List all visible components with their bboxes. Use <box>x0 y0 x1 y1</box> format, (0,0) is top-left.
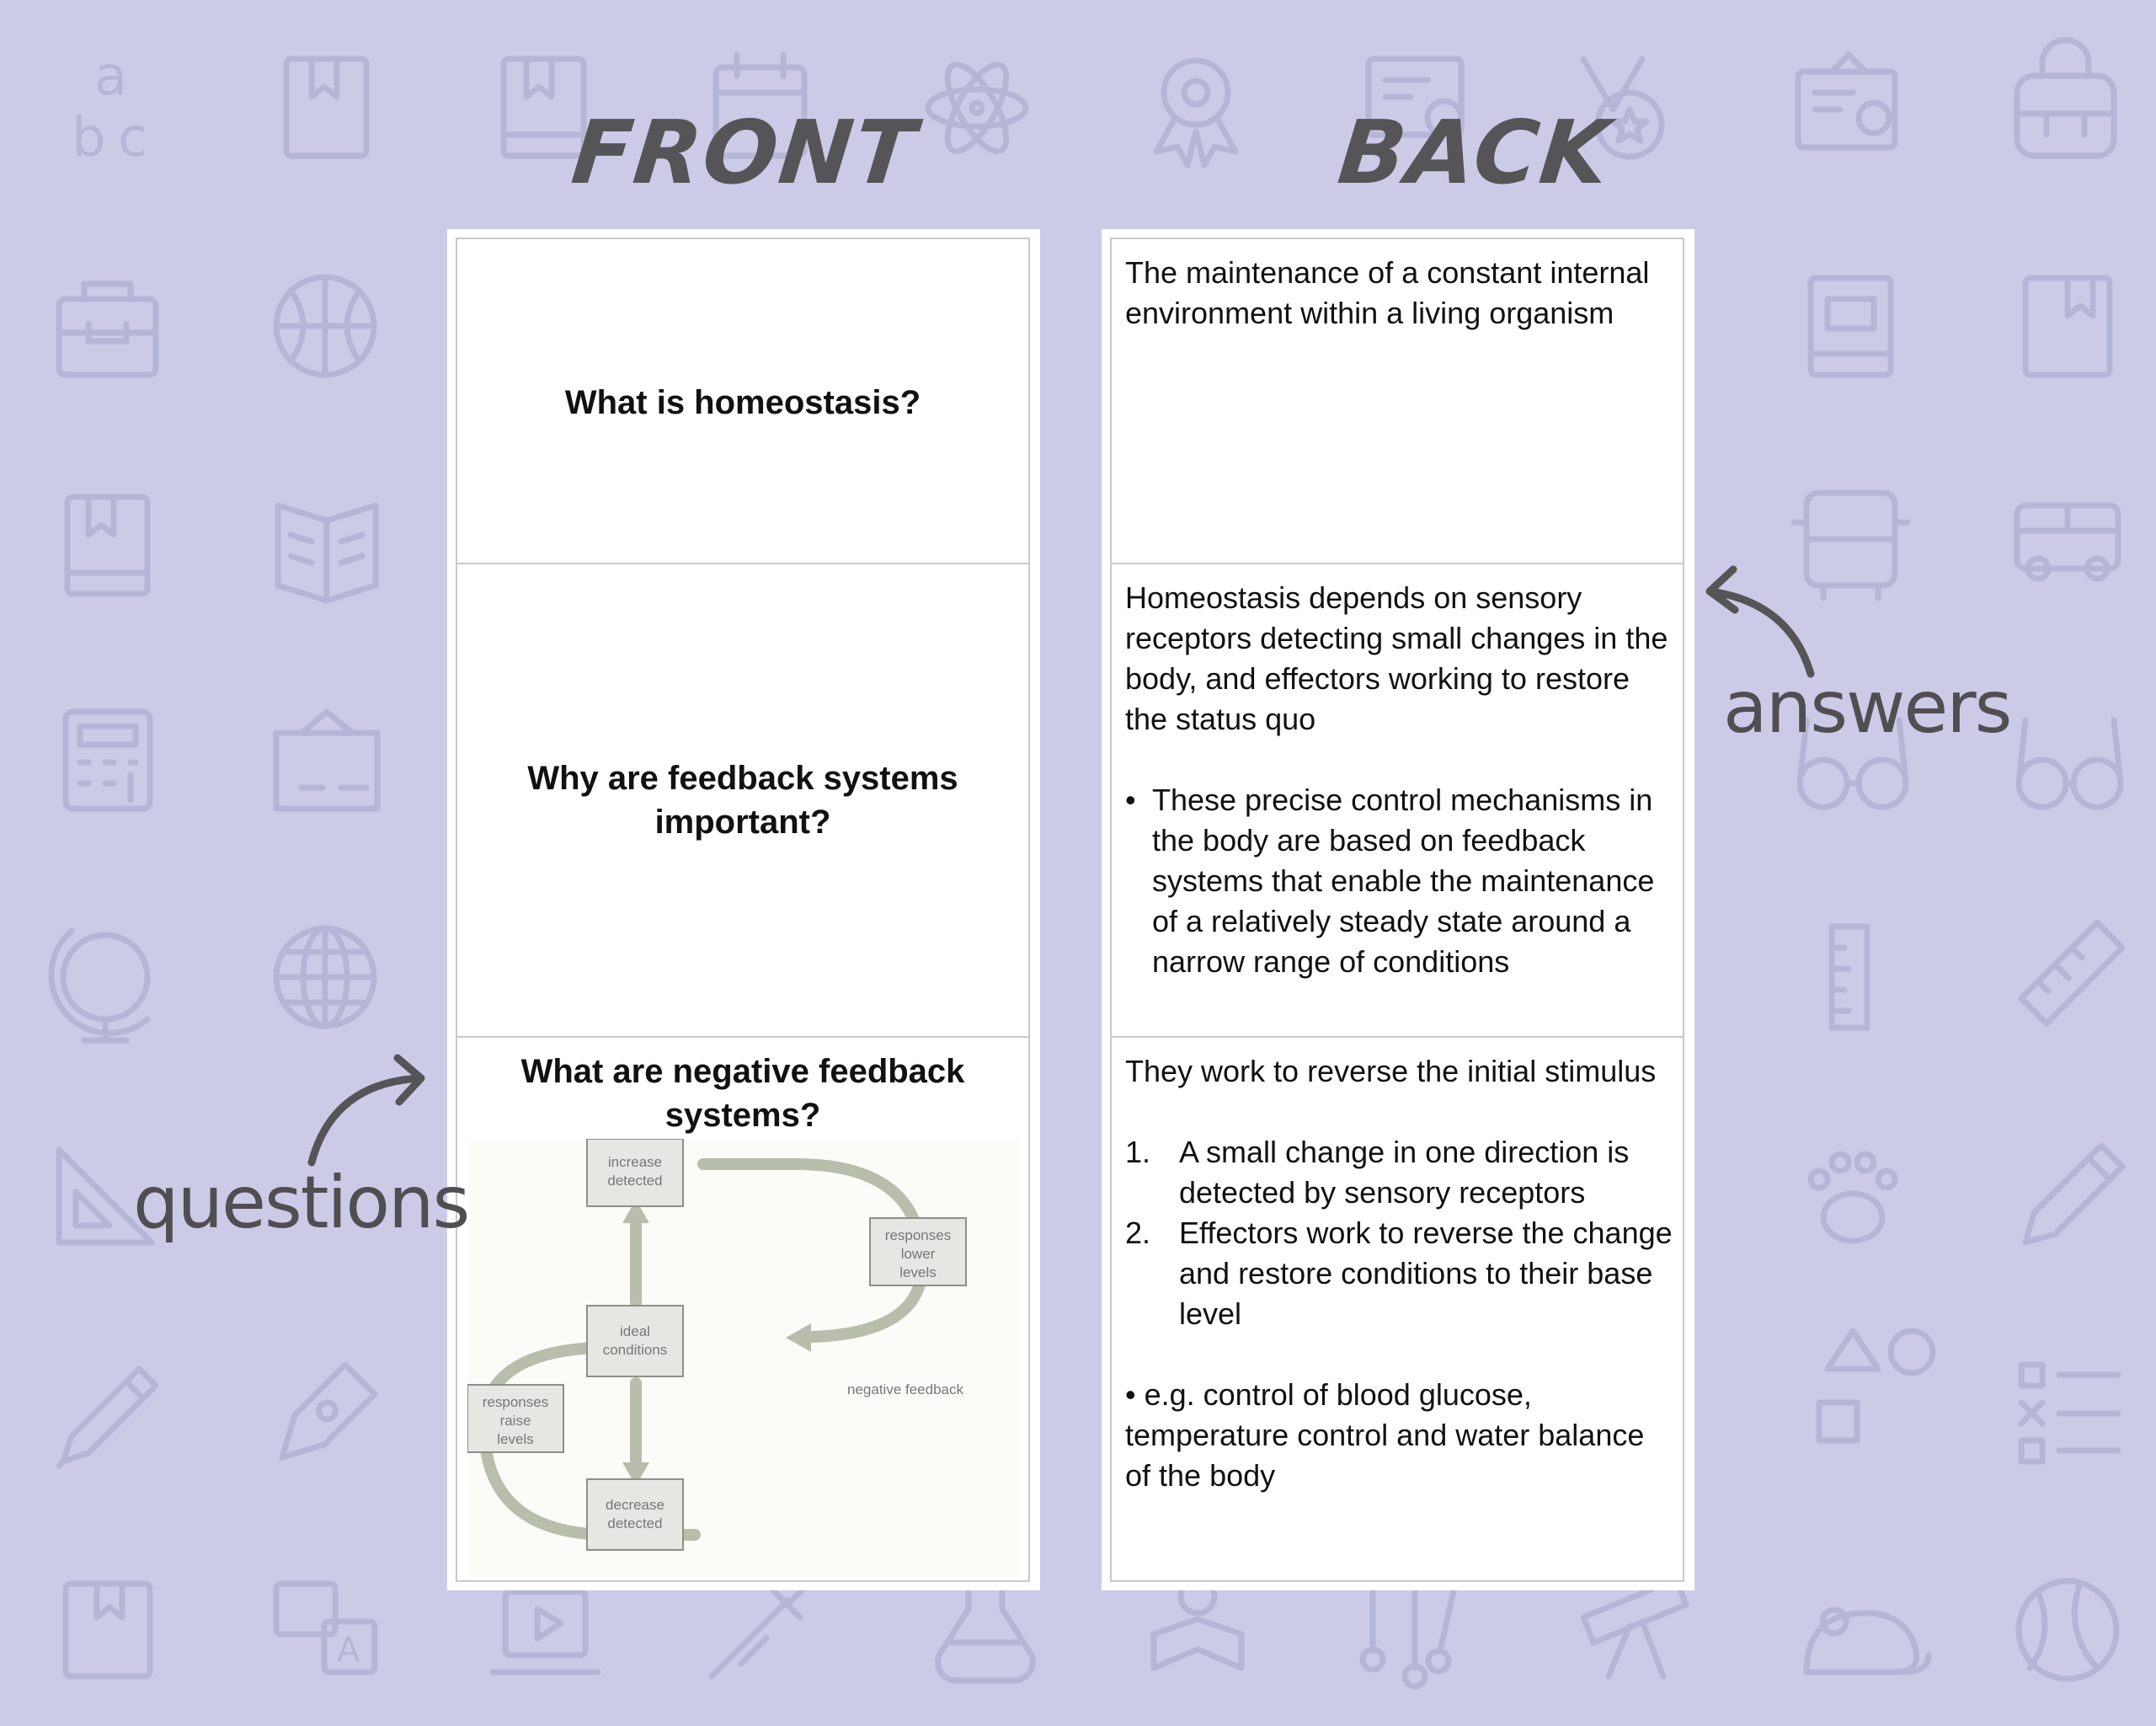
award-icon <box>1156 61 1235 165</box>
answer-bullet-text: These precise control mechanisms in the body are based on feedback systems that enable the maintenance of a relatively steady state around a narrow range of conditions <box>1152 783 1655 979</box>
abc-icon <box>72 45 147 169</box>
answer-step-1: 1. A small change in one direction is detected by sensory receptors <box>1125 1132 1673 1213</box>
quiz-list-icon <box>2021 1365 2118 1461</box>
responses-raise-label: responses raise levels <box>482 1394 549 1447</box>
answer-step-text: A small change in one direction is detected by sensory receptors <box>1179 1135 1630 1210</box>
answer-text: The maintenance of a constant internal environment within a living organism <box>1125 255 1650 330</box>
answer-example: • e.g. control of blood glucose, temperature control and water balance of the body <box>1125 1377 1645 1493</box>
ruler-diagonal-icon <box>2021 922 2122 1023</box>
translate-icon <box>276 1584 375 1672</box>
answers-annotation: answers <box>1723 665 2011 750</box>
book-2-icon <box>1811 278 1891 375</box>
upper-loop-arrowhead <box>786 1323 811 1352</box>
shapes-icon <box>1819 1331 1933 1440</box>
world-icon <box>276 928 374 1026</box>
id-card-icon <box>1798 55 1895 147</box>
question-card-1 <box>456 238 1030 564</box>
bus-side-icon <box>2017 505 2118 579</box>
briefcase-icon <box>59 284 156 375</box>
atom-icon <box>928 56 1026 159</box>
calculator-icon <box>66 712 150 809</box>
question-text: What are negative feedback systems? <box>520 1053 965 1134</box>
pencil-icon <box>2025 1146 2122 1242</box>
bookmark-book-2-icon <box>66 1584 150 1676</box>
bookmark-book-icon <box>2025 278 2110 375</box>
question-card-3 <box>456 1036 1030 1582</box>
backpack-icon <box>2017 40 2114 157</box>
book-3-icon <box>67 497 147 594</box>
back-sheet <box>1102 229 1694 1590</box>
ideal-conditions-label: ideal conditions <box>602 1323 668 1358</box>
telescope-icon <box>1583 1579 1686 1676</box>
book-icon <box>504 59 584 156</box>
answer-text: They work to reverse the initial stimulus <box>1125 1054 1657 1088</box>
responses-lower-label: responses lower levels <box>884 1227 952 1280</box>
ruler-icon <box>1832 927 1867 1028</box>
paw-icon <box>1811 1154 1895 1241</box>
answer-card-1 <box>1110 238 1684 564</box>
question-text: What is homeostasis? <box>564 384 921 421</box>
decrease-detected-box <box>587 1479 683 1550</box>
increase-detected-label: increase detected <box>607 1154 663 1189</box>
bus-icon <box>1794 493 1908 598</box>
pendulum-icon <box>1363 1575 1457 1686</box>
microscope-icon <box>712 1584 808 1676</box>
question-card-2 <box>456 563 1030 1038</box>
answer-text: Homeostasis depends on sensory receptors detecting small changes in the body, and effectors working to restore the status quo <box>1125 580 1668 736</box>
blackboard-icon <box>276 712 377 809</box>
basketball-icon <box>276 277 374 375</box>
answer-card-3 <box>1110 1036 1684 1582</box>
globe-icon <box>51 931 147 1040</box>
flask-icon <box>937 1575 1033 1681</box>
svg-text:A: A <box>337 1631 360 1670</box>
ideal-conditions-box <box>587 1306 683 1376</box>
svg-text:c: c <box>118 107 148 169</box>
negative-feedback-caption: negative feedback <box>847 1381 963 1397</box>
glasses-2-icon <box>2019 720 2121 807</box>
negative-feedback-diagram <box>467 1139 1020 1577</box>
open-book-icon <box>278 505 376 601</box>
questions-annotation: questions <box>133 1161 469 1245</box>
answer-bullet: • These precise control mechanisms in the body are based on feedback systems that enable the maintenance of a relatively steady state around a narrow range of conditions <box>1125 780 1673 982</box>
notebook-icon <box>286 59 366 156</box>
svg-text:b: b <box>72 107 106 169</box>
front-heading: FRONT <box>567 101 921 204</box>
back-heading: BACK <box>1333 101 1615 204</box>
decrease-detected-label: decrease detected <box>606 1497 664 1531</box>
fountain-pen-icon <box>282 1365 375 1457</box>
reading-student-icon <box>1154 1579 1241 1668</box>
svg-text:a: a <box>94 45 128 108</box>
answer-step-2: 2. Effectors work to reverse the change and restore conditions to their base level <box>1125 1213 1673 1334</box>
laptop-video-icon <box>493 1592 598 1672</box>
answer-step-text: Effectors work to reverse the change and restore conditions to their base level <box>1179 1216 1673 1331</box>
pen-icon <box>59 1369 156 1466</box>
question-text: Why are feedback systems important? <box>527 760 958 841</box>
mouse-icon <box>1806 1610 1929 1672</box>
planet-icon <box>2019 1581 2116 1679</box>
front-sheet <box>447 229 1040 1590</box>
answer-card-2 <box>1110 563 1684 1038</box>
